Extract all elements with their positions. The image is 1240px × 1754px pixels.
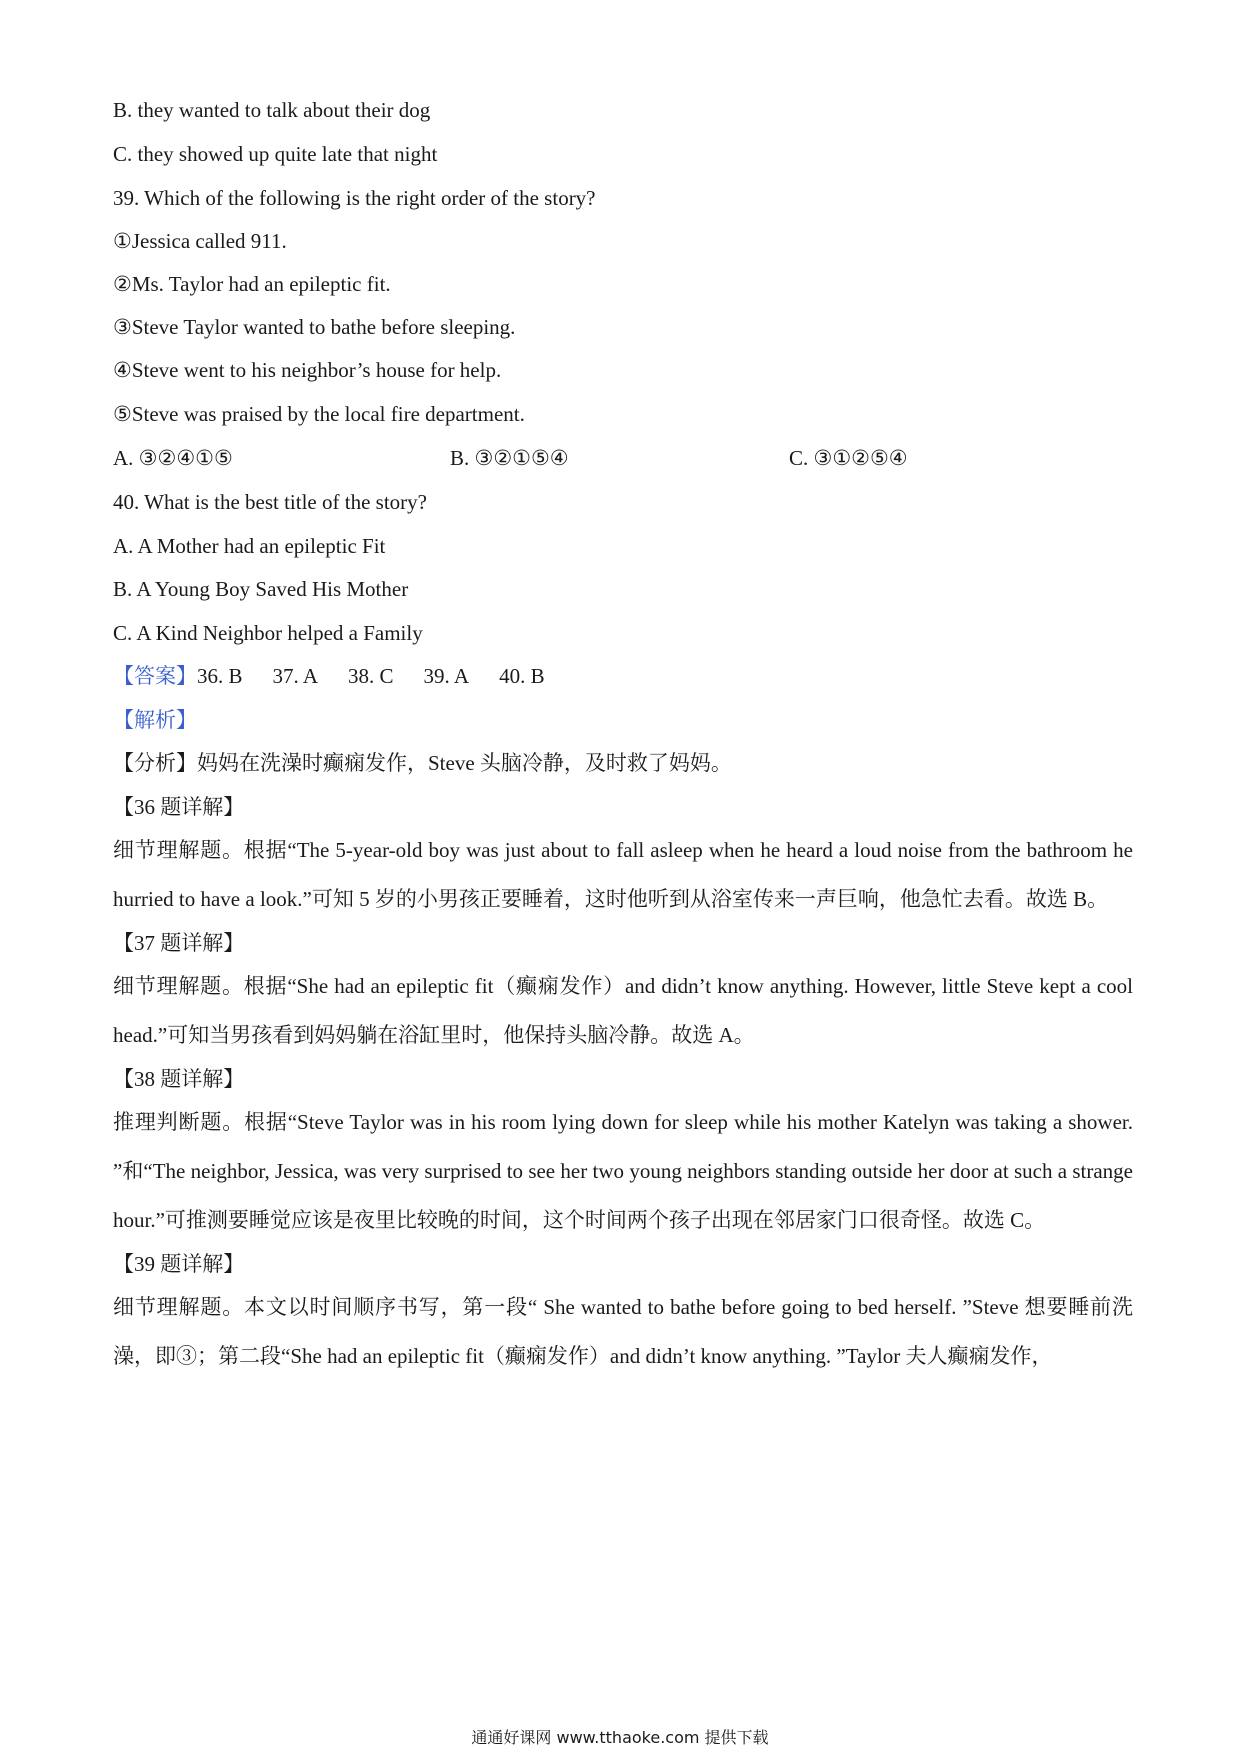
document-page (113, 98, 1133, 1381)
q38-option-c: C. they showed up quite late that night (113, 142, 438, 166)
q37-detail-text: 细节理解题。根据“She had an epileptic fit（癫痫发作）and didn’t know anything. However, little Steve kept a cool head.”可知当男孩看到妈妈躺在浴缸里时，他保持头脑冷静。故选 A。 (113, 974, 1133, 1047)
q39-option-c: C. ③①②⑤④ (789, 446, 908, 470)
q39-event: ①Jessica called 911. (113, 229, 287, 253)
q39-event: ⑤Steve was praised by the local fire department. (113, 402, 525, 426)
analysis-summary: 【分析】妈妈在洗澡时癫痫发作，Steve 头脑冷静，及时救了妈妈。 (113, 751, 732, 775)
page-footer: 通通好课网 www.tthaoke.com 提供下载 (471, 1728, 769, 1747)
q39-detail-text: 细节理解题。本文以时间顺序书写，第一段“ She wanted to bathe before going to bed herself. ”Steve 想要睡前洗澡，即③；第二段“She had an epileptic fit（癫痫发作）and didn’t know anything. ”Taylor 夫人癫痫发作， (113, 1295, 1133, 1368)
q36-detail-heading: 【36 题详解】 (113, 795, 245, 819)
answer-item: 37. A (272, 664, 319, 688)
answer-item: 40. B (499, 664, 545, 688)
q39-question: 39. Which of the following is the right order of the story? (113, 186, 596, 210)
q39-option-b: B. ③②①⑤④ (450, 446, 569, 470)
q39-event: ④Steve went to his neighbor’s house for help. (113, 358, 502, 382)
analysis-label: 【解析】 (113, 708, 197, 732)
q40-option-b: B. A Young Boy Saved His Mother (113, 577, 409, 601)
q38-detail-text: 推理判断题。根据“Steve Taylor was in his room lying down for sleep while his mother Katelyn was taking a shower. ”和“The neighbor, Jessica, was very surprised to see her two young neighbors standing outside her door at such a strange hour.”可推测要睡觉应该是夜里比较晚的时间，这个时间两个孩子出现在邻居家门口很奇怪。故选 C。 (113, 1110, 1133, 1232)
answer-label: 【答案】 (113, 664, 197, 688)
q39-detail-heading: 【39 题详解】 (113, 1252, 245, 1276)
q39-event: ③Steve Taylor wanted to bathe before sleeping. (113, 315, 516, 339)
q40-option-a: A. A Mother had an epileptic Fit (113, 534, 386, 558)
q39-event: ②Ms. Taylor had an epileptic fit. (113, 272, 391, 296)
q40-question: 40. What is the best title of the story? (113, 490, 427, 514)
q40-option-c: C. A Kind Neighbor helped a Family (113, 621, 423, 645)
q36-detail-text: 细节理解题。根据“The 5-year-old boy was just about to fall asleep when he heard a loud noise from the bathroom he hurried to have a look.”可知 5 岁的小男孩正要睡着，这时他听到从浴室传来一声巨响，他急忙去看。故选 B。 (113, 838, 1133, 911)
answer-item: 38. C (348, 664, 394, 688)
q39-options (113, 446, 1133, 470)
q38-option-b: B. they wanted to talk about their dog (113, 98, 431, 122)
answer-item: 36. B (197, 664, 243, 688)
q37-detail-heading: 【37 题详解】 (113, 931, 245, 955)
q39-option-a: A. ③②④①⑤ (113, 446, 233, 470)
answer-item: 39. A (423, 664, 470, 688)
q38-detail-heading: 【38 题详解】 (113, 1067, 245, 1091)
answer-line (113, 664, 1133, 688)
